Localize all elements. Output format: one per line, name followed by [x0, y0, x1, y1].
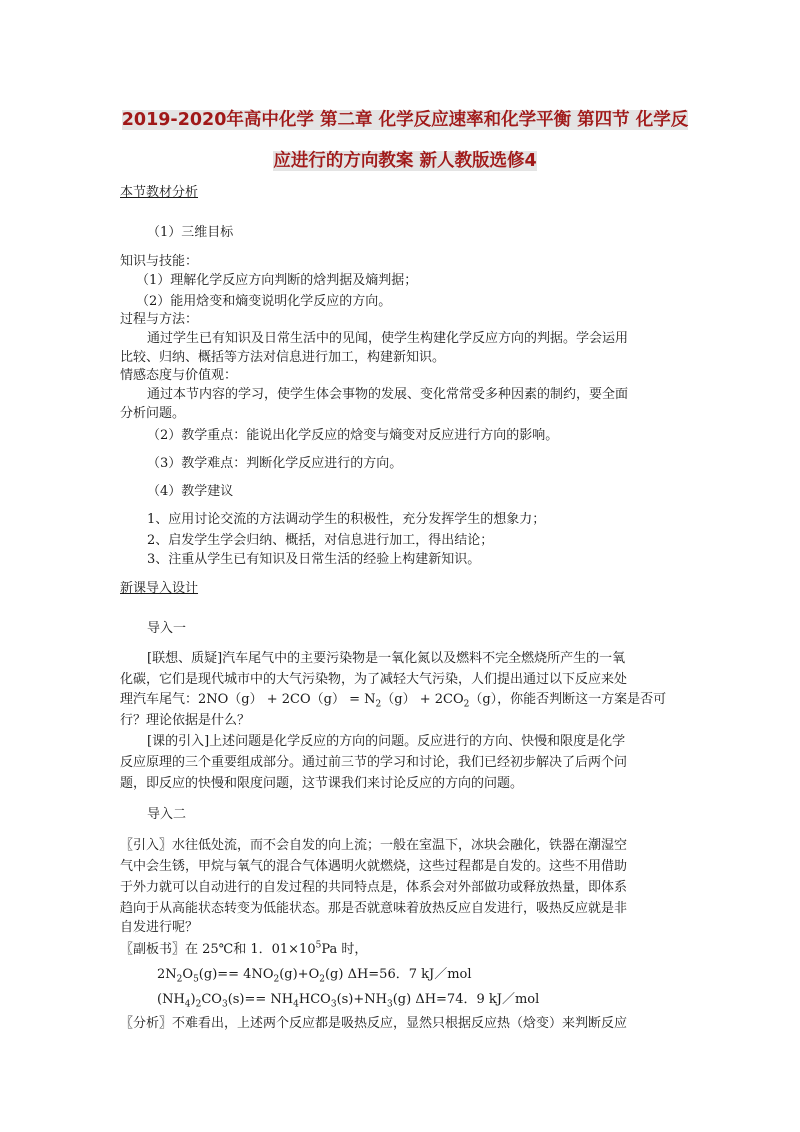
knowledge-item-2: （2）能用焓变和熵变说明化学反应的方向。: [136, 294, 392, 309]
emotion-heading: 情感态度与价值观：: [120, 368, 238, 383]
advice-item-1: 1、应用讨论交流的方法调动学生的积极性，充分发挥学生的想象力；: [147, 512, 546, 527]
key-point: （2）教学重点：能说出化学反应的焓变与熵变对反应进行方向的影响。: [147, 428, 559, 443]
document-title-line-1: 2019-2020年高中化学 第二章 化学反应速率和化学平衡 第四节 化学反: [121, 110, 689, 130]
lead-in-line-2: 反应原理的三个重要组成部分。通过前三节的学习和讨论，我们已经初步解决了后两个问: [120, 755, 628, 770]
intro-text-line-2: 气中会生锈，甲烷与氧气的混合气体遇明火就燃烧，这些过程都是自发的。这些不用借助: [120, 859, 628, 874]
section-heading-new-lesson: 新课导入设计: [120, 581, 199, 596]
process-heading: 过程与方法：: [120, 312, 199, 327]
process-line-2: 比较、归纳、概括等方法对信息进行加工，构建新知识。: [120, 350, 446, 365]
intro-text-line-1: 〖引入〗水往低处流，而不会自发的向上流；一般在室温下，冰块会融化，铁器在潮湿空: [120, 838, 628, 853]
lead-in-line-3: 题，即反应的快慢和限度问题，这节课我们来讨论反应的方向的问题。: [120, 776, 524, 791]
knowledge-heading: 知识与技能：: [120, 254, 199, 269]
equation-2: $(NH_4)_2CO_3(s)== NH_4HCO_3(s)+NH_3(g)$ ΔH=74．9 kJ／mol: [157, 992, 540, 1010]
question-line-2: 化碳，它们是现代城市中的大气污染物，为了减轻大气污染，人们提出通过以下反应来处: [120, 672, 628, 687]
intro-1-heading: 导入一: [147, 621, 187, 636]
knowledge-item-1: （1）理解化学反应方向判断的焓判据及熵判据；: [136, 273, 418, 288]
advice-item-3: 3、注重从学生已有知识及日常生活的经验上构建新知识。: [147, 552, 481, 567]
emotion-line-2: 分析问题。: [120, 406, 186, 421]
lead-in-line-1: [课的引入]上述问题是化学反应的方向的问题。反应进行的方向、快慢和限度是化学: [147, 734, 626, 749]
difficult-point: （3）教学难点：判断化学反应进行的方向。: [147, 456, 403, 471]
question-line-3: 理汽车尾气：$2NO(g) + 2CO(g) = N_2(g) + 2CO_2(g)$，你能否判断这一方案是否可: [120, 692, 667, 710]
equation-1: $2N_2O_5(g)== 4NO_2(g)+O_2(g)$ ΔH=56．7 kJ／mol: [157, 967, 472, 985]
analysis-line-1: 〖分析〗不难看出，上述两个反应都是吸热反应，显然只根据反应热（焓变）来判断反应: [120, 1016, 628, 1031]
intro-text-line-5: 自发进行呢？: [120, 920, 199, 935]
process-line-1: 通过学生已有知识及日常生活中的见闻，使学生构建化学反应方向的判据。学会运用: [147, 331, 629, 346]
advice-item-2: 2、启发学生学会归纳、概括，对信息进行加工，得出结论；: [147, 533, 494, 548]
goals-heading: （1）三维目标: [147, 225, 234, 240]
question-line-4: 行？理论依据是什么？: [120, 713, 251, 728]
emotion-line-1: 通过本节内容的学习，使学生体会事物的发展、变化常常受多种因素的制约，要全面: [147, 387, 629, 402]
section-heading-textbook-analysis: 本节教材分析: [120, 185, 199, 200]
advice-heading: （4）教学建议: [147, 484, 234, 499]
document-title-line-2: 应进行的方向教案 新人教版选修4: [273, 151, 537, 171]
question-line-1: [联想、质疑]汽车尾气中的主要污染物是一氧化氮以及燃料不完全燃烧所产生的一氧: [147, 651, 626, 666]
intro-text-line-3: 于外力就可以自动进行的自发过程的共同特点是，体系会对外部做功或释放热量，即体系: [120, 880, 628, 895]
board-note-conditions: 〖副板书〗在 25℃和 1．$01\times 10^5Pa$ 时，: [120, 940, 368, 957]
intro-2-heading: 导入二: [147, 807, 187, 822]
intro-text-line-4: 趋向于从高能状态转变为低能状态。那是否就意味着放热反应自发进行，吸热反应就是非: [120, 901, 628, 916]
